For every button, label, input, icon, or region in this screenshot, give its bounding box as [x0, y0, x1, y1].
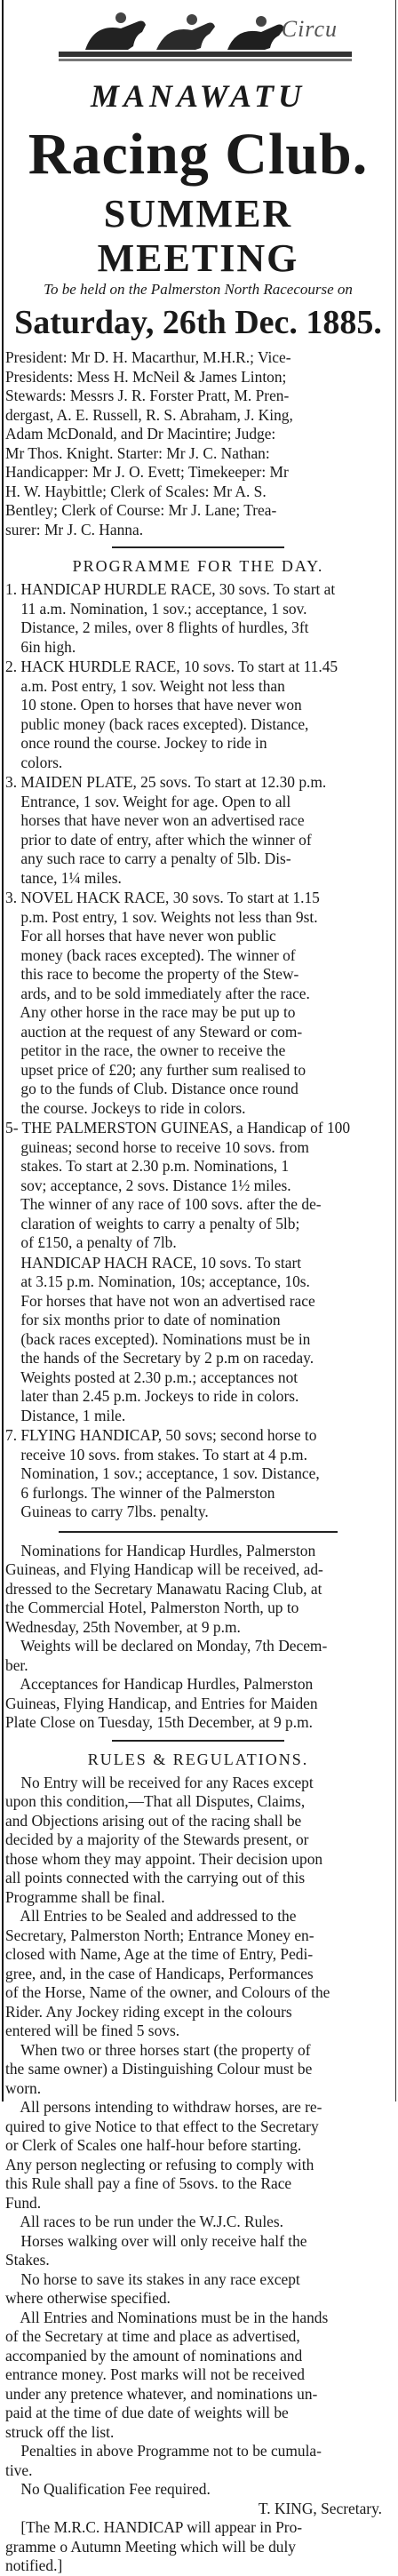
- nominations-line: Weights will be declared on Monday, 7th Decem-: [5, 1637, 328, 1655]
- nominations-line: dressed to the Secretary Manawatu Racing Club, at: [5, 1579, 322, 1598]
- rules-line: under any pretence whatever, and nominations un-: [5, 2384, 318, 2403]
- race-line: Nomination, 1 sov.; acceptance, 1 sov. Distance,: [5, 1464, 320, 1482]
- club-name: MANAWATU: [90, 78, 306, 114]
- rules-line: closed with Name, Age at the time of Entry, Pedi-: [5, 1945, 314, 1963]
- race-line: any such race to carry a penalty of 5lb. Dis-: [5, 849, 291, 867]
- rules-line: upon this condition,—That all Disputes, Claims,: [5, 1792, 306, 1810]
- race-line: upset price of £20; any further sum realised to: [5, 1060, 306, 1079]
- race-line: of £150, a penalty of 7lb.: [5, 1233, 177, 1251]
- race-entry: [5, 1254, 391, 1426]
- race-line: 10 stone. Open to horses that have never won: [5, 696, 302, 714]
- race-line: p.m. Post entry, 1 sov. Weights not less than 9st.: [5, 907, 318, 926]
- rules-block: [5, 1774, 391, 2500]
- race-line: 7. FLYING HANDICAP, 50 sovs; second horse to: [5, 1426, 317, 1444]
- race-line: Guineas to carry 7lbs. penalty.: [5, 1503, 209, 1520]
- officials-line: Bentley; Clerk of Course: Mr J. Lane; Trea-: [5, 501, 277, 519]
- nominations-line: Guineas, Flying Handicap, and Entries for Maiden: [5, 1694, 318, 1712]
- race-line: this race to become the property of the Stew-: [5, 965, 299, 983]
- officials-line: Presidents: Mess H. McNeil & James Linton;: [5, 367, 287, 386]
- rules-line: All persons intending to withdraw horses, are re-: [5, 2098, 322, 2116]
- nominations-line: Wednesday, 25th November, at 9 p.m.: [5, 1617, 241, 1636]
- club-type: Racing Club.: [28, 122, 369, 187]
- rules-line: entrance money. Post marks will not be received: [5, 2365, 305, 2383]
- race-line: guineas; second horse to receive 10 sovs. from: [5, 1137, 309, 1156]
- race-line: public money (back races excepted). Distance,: [5, 714, 309, 733]
- officials-line: Mr Thos. Knight. Starter: Mr J. C. Nathan:: [5, 443, 270, 462]
- rules-line: gree, and, in the case of Handicaps, Performances: [5, 1964, 314, 1982]
- officials-line: Handicapper: Mr J. O. Evett; Timekeeper: Mr: [5, 463, 289, 481]
- race-line: go to the funds of Club. Distance once round: [5, 1080, 298, 1097]
- rules-line: of the Secretary at time and place as advertised,: [5, 2327, 300, 2345]
- race-entry: [5, 580, 391, 657]
- race-line: once round the course. Jockey to ride in: [5, 734, 267, 752]
- rules-heading: RULES & REGULATIONS.: [87, 1750, 309, 1768]
- race-entry: [5, 1119, 391, 1253]
- race-entry: [5, 658, 391, 772]
- race-line: 6in high.: [5, 637, 76, 656]
- rules-line: All races to be run under the W.J.C. Rules.: [5, 2213, 283, 2230]
- race-line: the hands of the Secretary by 2 p.m on raceday.: [5, 1349, 314, 1367]
- race-line: 5- THE PALMERSTON GUINEAS, a Handicap of 100: [5, 1119, 351, 1136]
- footnote-block: [5, 2518, 391, 2576]
- meeting-date: Saturday, 26th Dec. 1885.: [14, 304, 382, 341]
- race-line: petitor in the race, the owner to receive the: [5, 1041, 286, 1059]
- rules-line: all points connected with the carrying out of this: [5, 1869, 306, 1886]
- rules-line: tive.: [5, 2460, 33, 2479]
- programme-heading: PROGRAMME FOR THE DAY.: [72, 557, 324, 575]
- race-line: money (back races excepted). The winner of: [5, 945, 296, 964]
- nominations-line: Acceptances for Handicap Hurdles, Palmerston: [5, 1675, 314, 1693]
- race-line: at 3.15 p.m. Nomination, 10s; acceptance, 10s.: [5, 1272, 310, 1290]
- race-line: receive 10 sovs. from stakes. To start at 4 p.m.: [5, 1445, 307, 1463]
- rules-line: of the Horse, Name of the owner, and Colours of the: [5, 1983, 330, 2001]
- programme-races: [5, 580, 391, 1522]
- rules-line: Secretary, Palmerston North; Entrance Money en-: [5, 1926, 314, 1944]
- race-line: 1. HANDICAP HURDLE RACE, 30 sovs. To start at: [5, 580, 336, 598]
- race-line: later than 2.45 p.m. Jockeys to ride in colors.: [5, 1387, 299, 1405]
- race-line: Distance, 1 mile.: [5, 1406, 126, 1424]
- meeting-title: SUMMER MEETING: [97, 192, 299, 280]
- venue-line: To be held on the Palmerston North Racecourse on: [44, 281, 353, 298]
- race-line: Weights posted at 2.30 p.m.; acceptances not: [5, 1368, 298, 1386]
- race-line: (back races excepted). Nominations must be in: [5, 1329, 311, 1348]
- race-line: prior to date of entry, after which the winner of: [5, 830, 312, 849]
- rules-line: or Clerk of Scales one half-hour before starting.: [5, 2136, 302, 2154]
- race-line: 6 furlongs. The winner of the Palmerston: [5, 1483, 275, 1502]
- nominations-block: [5, 1542, 391, 1733]
- rules-line: the same owner) a Distinguishing Colour must be: [5, 2060, 313, 2078]
- divider: [112, 1740, 284, 1742]
- race-line: 3. NOVEL HACK RACE, 30 sovs. To start at 1.15: [5, 889, 320, 906]
- race-line: For all horses that have never won public: [5, 927, 276, 945]
- rules-line: accompanied by the amount of nominations and: [5, 2346, 303, 2365]
- rules-line: Horses walking over will only receive half the: [5, 2231, 307, 2250]
- race-line: tance, 1¼ miles.: [5, 868, 122, 887]
- rules-line: worn.: [5, 2078, 42, 2097]
- race-line: the course. Jockeys to ride in colors.: [5, 1098, 246, 1117]
- rules-line: No horse to save its stakes in any race except: [5, 2269, 300, 2288]
- race-line: Entrance, 1 sov. Weight for age. Open to all: [5, 792, 291, 810]
- rules-line: No Entry will be received for any Races except: [5, 1773, 314, 1791]
- race-line: 3. MAIDEN PLATE, 25 sovs. To start at 12.30 p.m.: [5, 773, 327, 791]
- secretary-signature: T. KING, Secretary.: [258, 2499, 382, 2517]
- race-line: horses that have never won an advertised race: [5, 811, 305, 829]
- rules-line: No Qualification Fee required.: [5, 2480, 211, 2498]
- race-line: 11 a.m. Nomination, 1 sov.; acceptance, 1 sov.: [5, 599, 307, 618]
- nominations-line: the Commercial Hotel, Palmerston North, up to: [5, 1599, 299, 1616]
- race-entry: [5, 889, 391, 1118]
- rules-line: entered will be fined 5 sovs.: [5, 2022, 180, 2039]
- officials-line: Stewards: Messrs J. R. Forster Pratt, M. Pren-: [5, 387, 290, 404]
- rules-line: paid at the time of due date of weights will be: [5, 2404, 289, 2421]
- rules-line: Fund.: [5, 2193, 42, 2212]
- race-entry: [5, 1426, 391, 1522]
- footnote-line: gramme o Autumn Meeting which will be duly: [5, 2537, 296, 2556]
- race-line: sov; acceptance, 2 sovs. Distance 1½ miles.: [5, 1176, 291, 1194]
- race-line: for six months prior to date of nomination: [5, 1311, 281, 1328]
- rules-line: this Rule shall pay a fine of 5sovs. to the Race: [5, 2174, 292, 2192]
- race-line: auction at the request of any Steward or com-: [5, 1022, 303, 1041]
- nominations-line: ber.: [5, 1655, 28, 1674]
- officials-line: H. W. Haybittle; Clerk of Scales: Mr A. S.: [5, 482, 267, 500]
- column-rule-right: [395, 0, 396, 2101]
- race-line: stakes. To start at 2.30 p.m. Nominations, 1: [5, 1157, 290, 1175]
- officials-line: Adam McDonald, and Dr Macintire; Judge:: [5, 425, 276, 443]
- race-line: 2. HACK HURDLE RACE, 10 sovs. To start at 11.45: [5, 658, 338, 675]
- officials-line: surer: Mr J. C. Hanna.: [5, 520, 144, 538]
- race-line: For horses that have not won an advertised race: [5, 1291, 315, 1310]
- rules-line: All Entries to be Sealed and addressed to the: [5, 1907, 297, 1925]
- nominations-line: Guineas, and Flying Handicap will be received, ad-: [5, 1560, 323, 1578]
- rules-line: Rider. Any Jockey riding except in the colours: [5, 2002, 292, 2021]
- race-line: ards, and to be sold immediately after the race.: [5, 984, 310, 1002]
- race-line: Distance, 2 miles, over 8 flights of hurdles, 3ft: [5, 618, 309, 636]
- rules-line: decided by a majority of the Stewards present, or: [5, 1830, 309, 1848]
- race-line: The winner of any race of 100 sovs. after the de-: [5, 1195, 322, 1213]
- column-rule-left: [2, 0, 4, 2101]
- masthead-circular-text: Circu: [281, 16, 338, 42]
- footnote-line: notified.]: [5, 2556, 63, 2574]
- masthead-illustration: [5, 0, 391, 75]
- rules-line: quired to give Notice to that effect to the Secretary: [5, 2117, 319, 2135]
- nominations-line: Nominations for Handicap Hurdles, Palmerston: [5, 1541, 316, 1559]
- footnote-line: [The M.R.C. HANDICAP will appear in Pro-: [5, 2518, 303, 2536]
- divider: [59, 1531, 338, 1533]
- race-line: Any other horse in the race may be put up to: [5, 1003, 296, 1021]
- divider: [112, 546, 284, 548]
- rules-line: When two or three horses start (the property of: [5, 2040, 311, 2059]
- race-line: HANDICAP HACH RACE, 10 sovs. To start: [5, 1253, 302, 1272]
- race-line: colors.: [5, 753, 63, 771]
- rules-line: where otherwise specified.: [5, 2289, 171, 2307]
- rules-line: struck off the list.: [5, 2422, 115, 2441]
- race-line: a.m. Post entry, 1 sov. Weight not less than: [5, 676, 285, 695]
- officials-line: dergast, A. E. Russell, R. S. Abraham, J. King,: [5, 405, 293, 424]
- race-line: claration of weights to carry a penalty of 5lb;: [5, 1214, 300, 1232]
- rules-line: Stakes.: [5, 2251, 50, 2269]
- rules-line: Any person neglecting or refusing to comply with: [5, 2155, 314, 2173]
- officials-line: President: Mr D. H. Macarthur, M.H.R.; Vice-: [5, 348, 291, 366]
- rules-line: and Objections arising out of the racing shall be: [5, 1811, 302, 1830]
- nominations-line: Plate Close on Tuesday, 15th December, at 9 p.m.: [5, 1713, 313, 1731]
- rules-line: those whom they may appoint. Their decision upon: [5, 1849, 323, 1868]
- officials-block: [5, 348, 391, 539]
- rules-line: All Entries and Nominations must be in the hands: [5, 2308, 329, 2326]
- race-entry: [5, 773, 391, 888]
- rules-line: Penalties in above Programme not to be cumula-: [5, 2442, 322, 2460]
- rules-line: Programme shall be final.: [5, 1887, 165, 1906]
